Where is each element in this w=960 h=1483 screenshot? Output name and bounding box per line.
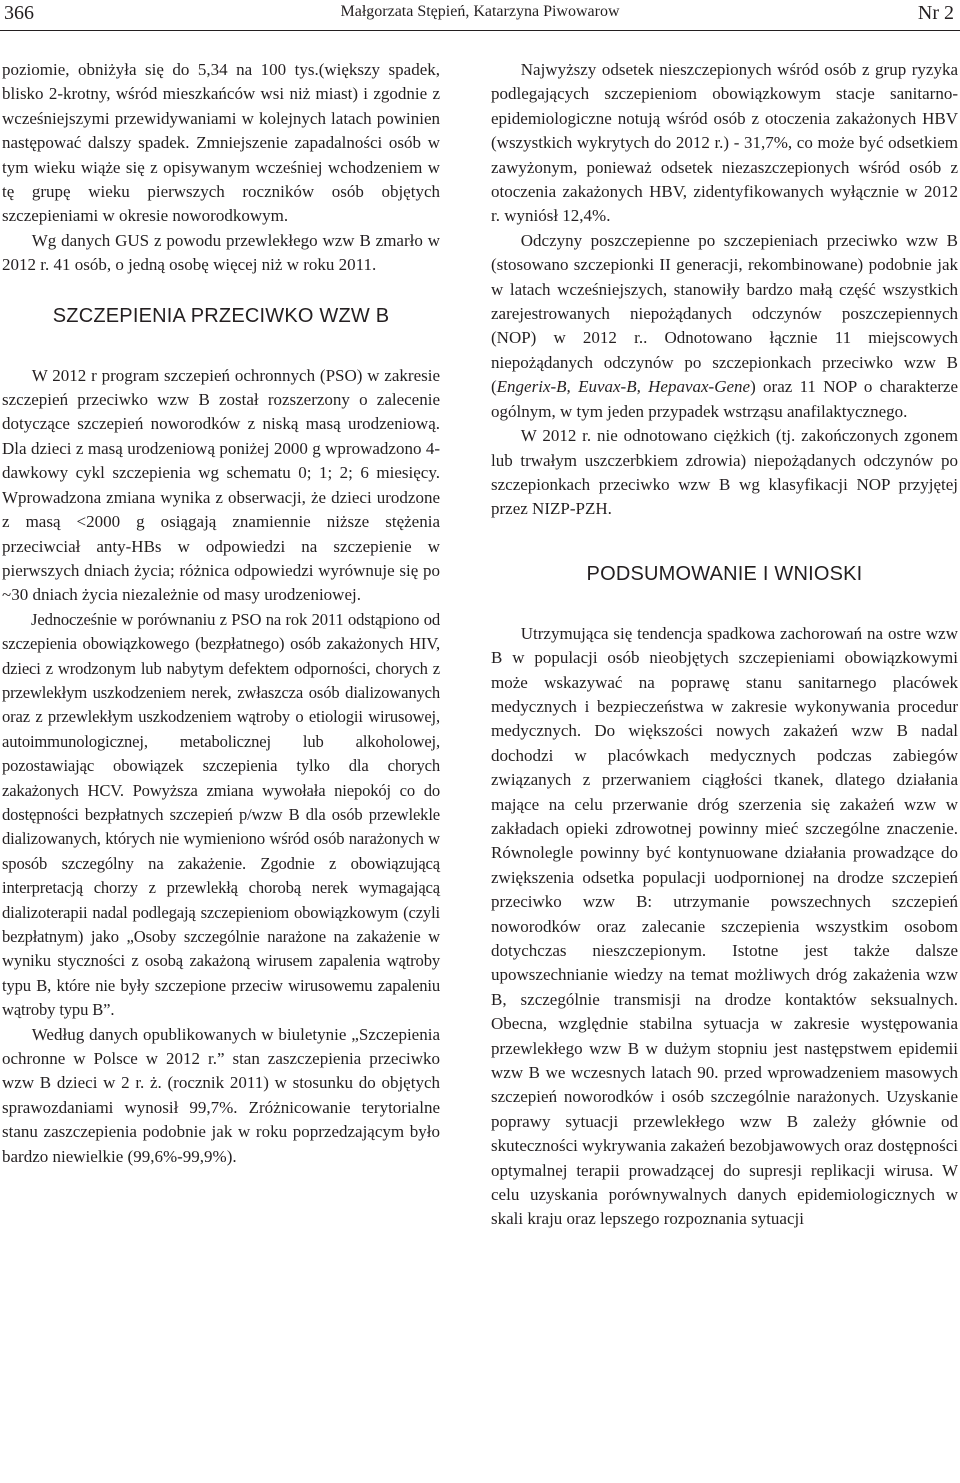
section-heading-summary: PODSUMOWANIE I WNIOSKI bbox=[586, 562, 863, 585]
paragraph-mandatory-vaccination-changes: Jednocześnie w porównaniu z PSO na rok 2011 odstąpiono od szczepienia obowiązkowego (bezpłatnego) osób zakażonych HIV, dzieci z wrodzonym lub nabytym defektem odporności, chorych z przewlekłym uszkodzeniem nerek, zwłaszcza osób dializowanych oraz z przewlekłym uszkodzeniem wątroby o etiologii wirusowej, autoimmunologicznej, metabolicznej lub alkoholowej, pozostawiając obowiązek szczepienia tylko dla chorych zakażonych HCV. Powyższa zmiana wywołała niepokój co do dostępności bezpłatnych szczepień p/wzw B dla osób przewlekle dializowanych, których nie wymieniono wśród osób narażonych w sposób szczególny na zakażenie. Zgodnie z obowiązującą interpretacją chorzy z przewlekłą chorobą nerek wymagającą dializoterapii nadal podlegają szczepieniom obowiązkowym (czyli bezpłatnym) jako „Osoby szczególnie narażone na zakażenie w wyniku styczności z osobą zakażoną wirusem zapalenia wątroby typu B, które nie były szczepione przeciw wirusowemu zapaleniu wątroby typu B”. bbox=[2, 609, 440, 1020]
page-number: 366 bbox=[4, 2, 34, 24]
adverse-reactions-text-end: ) oraz 11 NOP o charakterze ogólnym, w tym jeden przypadek wstrząsu anafilaktycznego. bbox=[491, 377, 958, 421]
paragraph-no-serious-reactions: W 2012 r. nie odnotowano ciężkich (tj. zakończonych zgonem lub trwałym uszczerbkiem zdrowia) niepożądanych odczynów po szczepionkach przeciwko wzw B wg klasyfikacji NOP przyjętej przez NIZP-PZH. bbox=[491, 426, 958, 519]
paragraph-summary-conclusions: Utrzymująca się tendencja spadkowa zachorowań na ostre wzw B w populacji osób nieobjętych szczepieniami obowiązkowymi może wskazywać na poprawę stanu sanitarnego placówek medycznych i bezpieczeństwa w zakresie wykonywania procedur medycznych. Do większości nowych zakażeń wzw B nadal dochodzi w placówkach medycznych podczas zabiegów związanych z przerwaniem ciągłości tkanek, dlatego działania mające na celu przerwanie dróg szerzenia się zakażeń wzw w zakładach opieki zdrowotnej powinny mieć szczególne znaczenie. Równolegle powinny być kontynuowane działania prowadzące do zwiększenia odsetka populacji uodpornionej na drodze szczepień przeciwko wzw B: utrzymanie powszechnych szczepień noworodków oraz zalecanie szczepienia wszystkim osobom dotychczas nieszczepionym. Istotne jest także dalsze upowszechnianie wiedzy na temat możliwych dróg zakażenia wzw B, szczególnie transmisji na drodze kontaktów seksualnych. Obecna, względnie stabilna sytuacja w zakresie występowania przewlekłego wzw B w dużym stopniu jest następstwem epidemii wzw B we wczesnych latach 90. przed wprowadzeniem masowych szczepień noworodków i osób szczególnie narażonych. Uzyskanie poprawy sytuacji przewlekłego wzw B zależy głównie od skuteczności wykrywania zakażeń bezobjawowych oraz dostępności optymalnej terapii prowadzącej do supresji replikacji wirusa. W celu uzyskania porównywalnych danych epidemiologicznych w skali kraju oraz lepszego rozpoznania sytuacji bbox=[491, 623, 958, 1229]
paragraph-vaccination-coverage: Według danych opublikowanych w biuletynie „Szczepienia ochronne w Polsce w 2012 r.” stan zaszczepienia przeciwko wzw B dzieci w 2 r. ż. (rocznik 2011) w stosunku do objętych sprawozdaniami wynosił 99,7%. Zróżnicowanie terytorialne stanu zaszczepienia podobnie jak w roku poprzedzającym było bardzo niewielkie (99,6%-99,9%). bbox=[2, 1024, 440, 1166]
paragraph-unvaccinated-risk-groups: Najwyższy odsetek nieszczepionych wśród osób z grup ryzyka podlegających szczepieniom obowiązkowym stacje sanitarno-epidemiologiczne notują wśród osób z otoczenia zakażonych HBV (wszystkich wykrytych do 2012 r.) - 31,7%, co może być odsetkiem zawyżonym, ponieważ odsetek niezaszczepionych wśród osób z otoczenia zakażonych HBV, zidentyfikowanych wyłącznie w 2012 r. wyniósł 12,4%. bbox=[491, 60, 958, 226]
paragraph-pso-2012: W 2012 r program szczepień ochronnych (PSO) w zakresie szczepień przeciwko wzw B został rozszerzony o zalecenie dotyczące szczepień noworodków z niską masą urodzeniową. Dla dzieci z masą urodzeniową poniżej 2000 g wprowadzono 4-dawkowy cykl szczepienia wg schematu 0; 1; 2; 6 miesięcy. Wprowadzona zmiana wynika z obserwacji, że dzieci urodzone z masą <2000 g osiągają znamiennie niższe stężenia przeciwciał anty-HBs w odpowiedzi na szczepienie w pierwszych dniach życia; różnica odpowiedzi wyrównuje się po ~30 dniach życia niezależnie od masy urodzeniowej. bbox=[2, 365, 440, 605]
paragraph-adverse-reactions bbox=[491, 229, 958, 424]
header-rule bbox=[0, 30, 960, 31]
paragraph-incidence-decline: poziomie, obniżyła się do 5,34 na 100 tys.(większy spadek, blisko 2-krotny, wśród mieszkańców wsi niż miast) i zgodnie z wcześniejszymi przewidywaniami w kolejnych latach powinien następować dalszy spadek. Zmniejszenie zapadalności osób w tym wieku wiąże się z opisywanym wcześniej wchodzeniem w tę grupę wieku pierwszych roczników osób objętych szczepieniami w okresie noworodkowym. bbox=[2, 60, 440, 226]
running-header-authors: Małgorzata Stępień, Katarzyna Piwowarow bbox=[340, 3, 620, 20]
right-column bbox=[491, 58, 958, 1232]
left-column bbox=[2, 58, 440, 1169]
paragraph-gus-deaths: Wg danych GUS z powodu przewlekłego wzw B zmarło w 2012 r. 41 osób, o jedną osobę więcej niż w roku 2011. bbox=[2, 230, 440, 275]
running-header bbox=[0, 0, 960, 32]
adverse-reactions-text-start: Odczyny poszczepienne po szczepieniach przeciwko wzw B (stosowano szczepionki II generacji, rekombinowane) podobnie jak w latach wcześniejszych, stanowiły bardzo małą część wszystkich zarejestrowanych niepożądanych odczynów poszczepiennych (NOP) w 2012 r.. Odnotowano łącznie 11 miejscowych niepożądanych odczynów po szczepionkach przeciwko wzw B ( bbox=[491, 230, 958, 397]
section-heading-vaccination: SZCZEPIENIA PRZECIWKO WZW B bbox=[52, 304, 390, 327]
vaccine-names: Engerix-B, Euvax-B, Hepavax-Gene bbox=[496, 377, 751, 397]
issue-number: Nr 2 bbox=[917, 2, 954, 24]
